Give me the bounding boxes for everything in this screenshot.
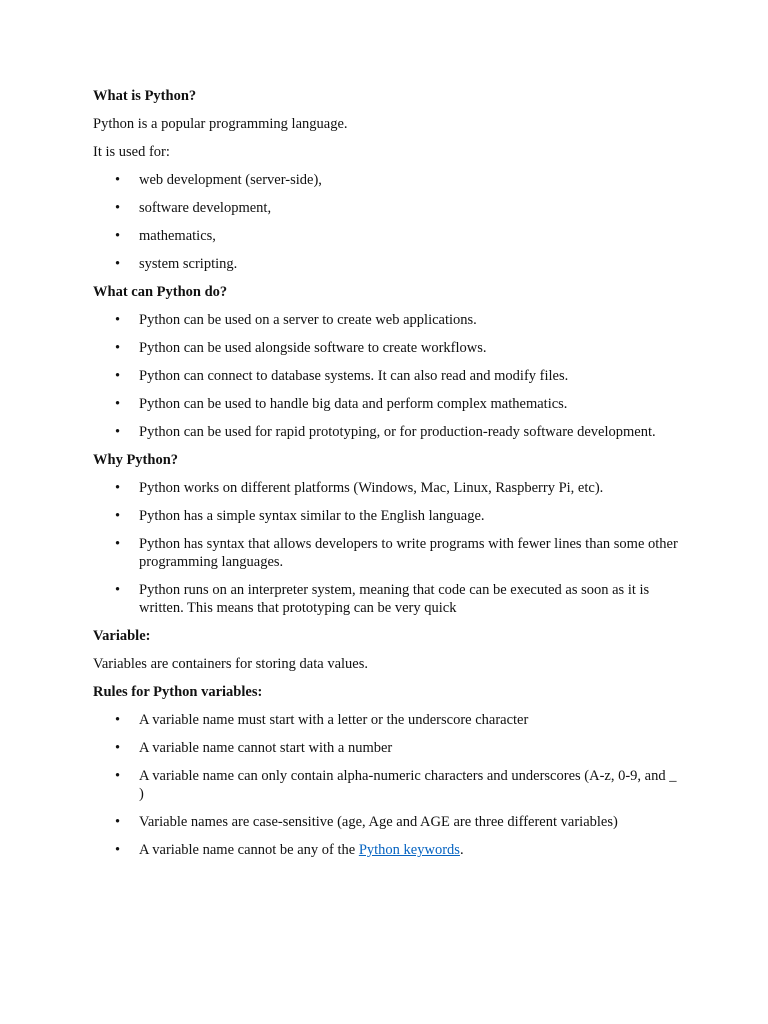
bullet-icon: • bbox=[115, 814, 121, 830]
list-item-text: Python can be used to handle big data and perform complex mathematics. bbox=[139, 396, 568, 412]
list-item bbox=[93, 199, 678, 217]
bullet-icon: • bbox=[115, 256, 121, 272]
list-item bbox=[93, 227, 678, 245]
list-item-text: Python can be used on a server to create web applications. bbox=[139, 312, 477, 328]
list-item-text: Python works on different platforms (Windows, Mac, Linux, Raspberry Pi, etc). bbox=[139, 480, 604, 496]
list-item bbox=[93, 423, 678, 441]
bullet-icon: • bbox=[115, 768, 121, 784]
rules-list bbox=[93, 711, 678, 859]
list-item bbox=[93, 813, 678, 831]
bullet-icon: • bbox=[115, 396, 121, 412]
list-item-text: web development (server-side), bbox=[139, 172, 322, 188]
list-item-text: software development, bbox=[139, 200, 272, 216]
list-item-text: Python runs on an interpreter system, meaning that code can be executed as soon as it is written. This means that prototyping can be very quick bbox=[139, 582, 650, 616]
variable-paragraph: Variables are containers for storing data values. bbox=[93, 656, 368, 672]
why-python-list bbox=[93, 479, 678, 617]
heading-rules: Rules for Python variables: bbox=[93, 684, 263, 700]
bullet-icon: • bbox=[115, 200, 121, 216]
list-item bbox=[93, 395, 678, 413]
list-item-text: Python can be used alongside software to create workflows. bbox=[139, 340, 487, 356]
heading-what-is-python: What is Python? bbox=[93, 88, 197, 104]
list-item bbox=[93, 479, 678, 497]
list-item-text-suffix: . bbox=[459, 842, 464, 858]
list-item-text: A variable name cannot start with a number bbox=[139, 740, 393, 756]
list-item bbox=[93, 767, 678, 803]
used-for-paragraph: It is used for: bbox=[93, 144, 170, 160]
list-item bbox=[93, 339, 678, 357]
list-item bbox=[93, 581, 678, 617]
what-can-list bbox=[93, 311, 678, 441]
list-item-text: Python can be used for rapid prototyping, or for production-ready software development. bbox=[139, 424, 656, 440]
list-item-text: A variable name can only contain alpha-numeric characters and underscores (A-z, 0-9, and _ ) bbox=[139, 768, 677, 802]
heading-what-can-python-do: What can Python do? bbox=[93, 284, 228, 300]
heading-variable: Variable: bbox=[93, 628, 151, 644]
list-item bbox=[93, 255, 678, 273]
bullet-icon: • bbox=[115, 712, 121, 728]
list-item bbox=[93, 841, 678, 859]
list-item-text: Python can connect to database systems. It can also read and modify files. bbox=[139, 368, 569, 384]
used-for-list bbox=[93, 171, 678, 273]
bullet-icon: • bbox=[115, 582, 121, 598]
bullet-icon: • bbox=[115, 424, 121, 440]
list-item bbox=[93, 367, 678, 385]
bullet-icon: • bbox=[115, 312, 121, 328]
bullet-icon: • bbox=[115, 228, 121, 244]
list-item-text: Variable names are case-sensitive (age, Age and AGE are three different variables) bbox=[139, 814, 618, 830]
list-item-text: mathematics, bbox=[139, 228, 216, 244]
bullet-icon: • bbox=[115, 842, 121, 858]
heading-why-python: Why Python? bbox=[93, 452, 179, 468]
list-item bbox=[93, 711, 678, 729]
list-item-text: A variable name must start with a letter or the underscore character bbox=[139, 712, 529, 728]
bullet-icon: • bbox=[115, 340, 121, 356]
list-item bbox=[93, 507, 678, 525]
list-item-text: system scripting. bbox=[139, 256, 238, 272]
bullet-icon: • bbox=[115, 368, 121, 384]
list-item-text-prefix: A variable name cannot be any of the bbox=[139, 842, 359, 858]
bullet-icon: • bbox=[115, 508, 121, 524]
bullet-icon: • bbox=[115, 172, 121, 188]
list-item bbox=[93, 171, 678, 189]
bullet-icon: • bbox=[115, 740, 121, 756]
list-item bbox=[93, 739, 678, 757]
list-item-text: Python has syntax that allows developers to write programs with fewer lines than some other programming languages. bbox=[139, 536, 678, 570]
python-keywords-link[interactable]: Python keywords bbox=[358, 842, 460, 858]
list-item bbox=[93, 311, 678, 329]
bullet-icon: • bbox=[115, 536, 121, 552]
intro-paragraph: Python is a popular programming language. bbox=[93, 116, 348, 132]
list-item-text: Python has a simple syntax similar to the English language. bbox=[139, 508, 485, 524]
list-item bbox=[93, 535, 678, 571]
bullet-icon: • bbox=[115, 480, 121, 496]
